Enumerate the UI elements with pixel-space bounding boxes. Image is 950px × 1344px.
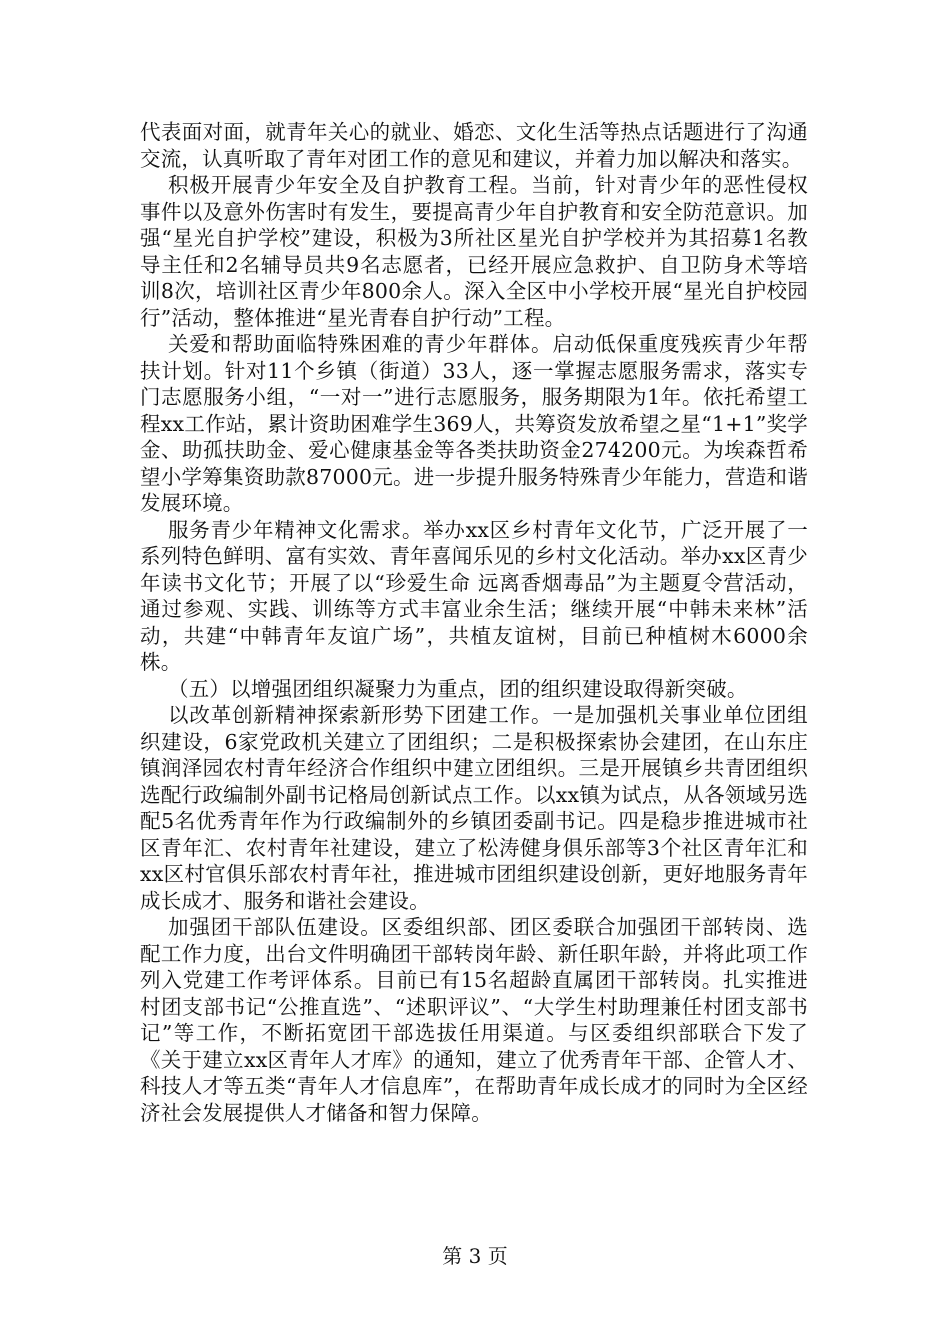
paragraph-6: 以改革创新精神探索新形势下团建工作。一是加强机关事业单位团组织建设，6家党政机关建立了团组织；二是积极探索协会建团，在山东庄镇润泽园农村青年经济合作组织中建立团组织。三是开展镇乡共青团组织选配行政编制外副书记格局创新试点工作。以xx镇为试点，从各领域另选配5名优秀青年作为行政编制外的乡镇团委副书记。四是稳步推进城市社区青年汇、农村青年社建设，建立了松涛健身俱乐部等3个社区青年汇和xx区村官俱乐部农村青年社，推进城市团组织建设创新，更好地服务青年成长成才、服务和谐社会建设。	[140, 703, 808, 913]
paragraph-4: 服务青少年精神文化需求。举办xx区乡村青年文化节，广泛开展了一系列特色鲜明、富有实效、青年喜闻乐见的乡村文化活动。举办xx区青少年读书文化节；开展了以“珍爱生命 远离香烟毒品”为主题夏令营活动，通过参观、实践、训练等方式丰富业余生活；继续开展“中韩未来林”活动，共建“中韩青年友谊广场”，共植友谊树，目前已种植树木6000余株。	[140, 517, 808, 674]
section-heading-5: （五）以增强团组织凝聚力为重点，团的组织建设取得新突破。	[168, 676, 748, 701]
document-body	[140, 119, 808, 1126]
page-number: 第 3 页	[442, 1244, 508, 1268]
paragraph-1: 代表面对面，就青年关心的就业、婚恋、文化生活等热点话题进行了沟通交流，认真听取了青年对团工作的意见和建议，并着力加以解决和落实。	[140, 120, 808, 171]
paragraph-2: 积极开展青少年安全及自护教育工程。当前，针对青少年的恶性侵权事件以及意外伤害时有发生，要提高青少年自护教育和安全防范意识。加强“星光自护学校”建设，积极为3所社区星光自护学校并为其招募1名教导主任和2名辅导员共9名志愿者，已经开展应急救护、自卫防身术等培训8次，培训社区青少年800余人。深入全区中小学校开展“星光自护校园行”活动，整体推进“星光青春自护行动”工程。	[140, 173, 808, 330]
paragraph-7: 加强团干部队伍建设。区委组织部、团区委联合加强团干部转岗、选配工作力度，出台文件明确团干部转岗年龄、新任职年龄，并将此项工作列入党建工作考评体系。目前已有15名超龄直属团干部转岗。扎实推进村团支部书记“公推直选”、“述职评议”、“大学生村助理兼任村团支部书记”等工作，不断拓宽团干部选拔任用渠道。与区委组织部联合下发了《关于建立xx区青年人才库》的通知，建立了优秀青年干部、企管人才、科技人才等五类“青年人才信息库”，在帮助青年成长成才的同时为全区经济社会发展提供人才储备和智力保障。	[140, 915, 808, 1125]
paragraph-3: 关爱和帮助面临特殊困难的青少年群体。启动低保重度残疾青少年帮扶计划。针对11个乡镇（街道）33人，逐一掌握志愿服务需求，落实专门志愿服务小组，“一对一”进行志愿服务，服务期限为1年。依托希望工程xx工作站，累计资助困难学生369人，共筹资发放希望之星“1+1”奖学金、助孤扶助金、爱心健康基金等各类扶助资金274200元。为埃森哲希望小学筹集资助款87000元。进一步提升服务特殊青少年能力，营造和谐发展环境。	[140, 332, 808, 515]
